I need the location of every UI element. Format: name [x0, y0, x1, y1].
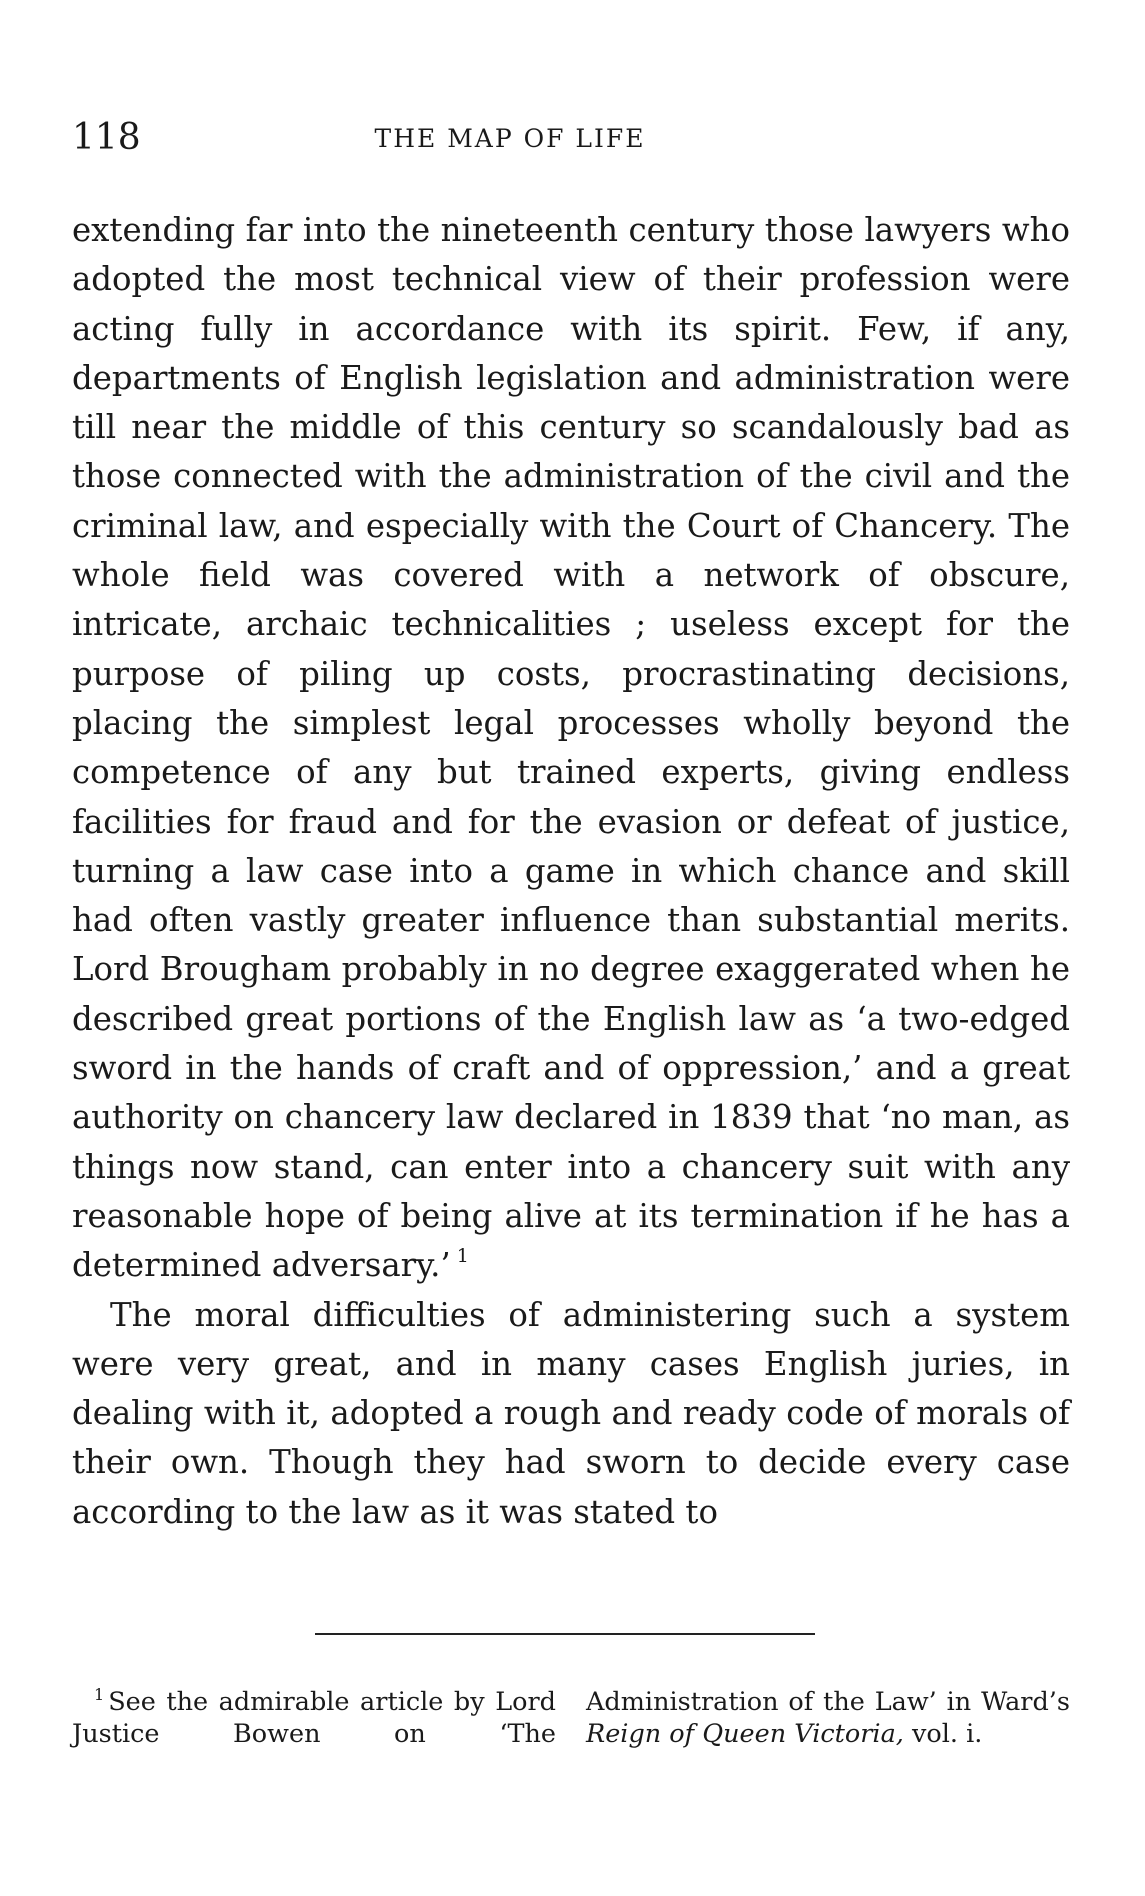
paragraph-2: The moral difficulties of administering such a system were very great, and in many cases English juries, in dealing with it, adopted a rough and ready code of morals of their own. Though they had sworn to decide every case according to the law as it was stated to	[72, 1295, 1070, 1531]
main-text	[72, 206, 1070, 1537]
paragraph-1	[72, 206, 1070, 1291]
paragraph-1-text: extending far into the nineteenth century those lawyers who adopted the most technical view of their profession were acting fully in accordance with its spirit. Few, if any, departments of English legislation and administration were till near the middle of this century so scandalously bad as those connected with the administration of the civil and the criminal law, and especially with the Court of Chancery. The whole field was covered with a network of obscure, intricate, archaic technicalities ; useless except for the purpose of piling up costs, procrastinating decisions, placing the simplest legal processes wholly beyond the competence of any but trained experts, giving endless facilities for fraud and for the evasion or defeat of justice, turning a law case into a game in which chance and skill had often vastly greater influence than substantial merits. Lord Brougham probably in no degree exaggerated when he described great portions of the English law as ‘a two-edged sword in the hands of craft and of oppression,’ and a great authority on chancery law declared in 1839 that ‘no man, as things now stand, can enter into a chancery suit with any reasonable hope of being alive at its termination if he has a determined adversary.’	[72, 211, 1070, 1285]
footnote-italic-title: Reign of Queen Victoria,	[586, 1719, 904, 1749]
footnote-marker: 1	[94, 1685, 105, 1705]
footnote-text-end: vol. i.	[903, 1719, 983, 1749]
footnote-reference[interactable]: 1	[456, 1244, 469, 1267]
page-number: 118	[72, 117, 141, 158]
running-title: THE MAP OF LIFE	[374, 124, 646, 153]
footnote-text: See the admirable article by Lord Justice Bowen on ‘The Administration of the Law’ in Ward’s	[72, 1687, 1070, 1749]
footnote-1	[72, 1686, 1070, 1750]
footnote-divider	[315, 1633, 815, 1635]
footnotes	[72, 1686, 1070, 1786]
